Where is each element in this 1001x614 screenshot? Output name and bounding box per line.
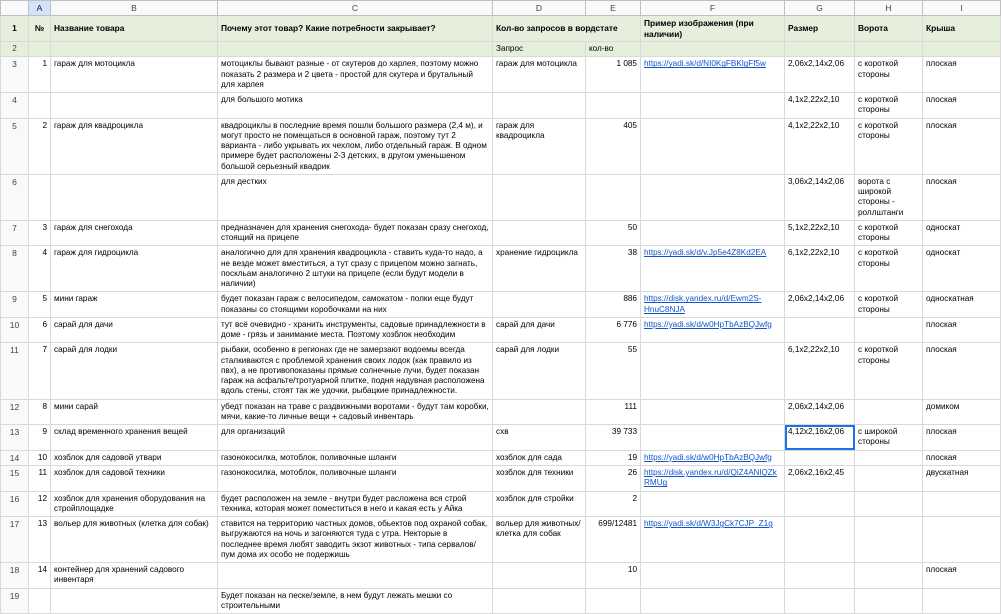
cell-size[interactable]: 2,06х2,14х2,06	[785, 399, 855, 425]
cell-number[interactable]	[29, 588, 51, 614]
image-link[interactable]: https://disk.yandex.ru/d/Ewm2S-HnuC8NJA	[644, 294, 762, 314]
column-header-h[interactable]: H	[855, 1, 923, 16]
cell-query[interactable]	[493, 399, 586, 425]
cell-why-product[interactable]: для большого мотика	[218, 93, 493, 119]
cell-why-product[interactable]: газонокосилка, мотоблок, поливочные шланги	[218, 450, 493, 466]
cell-product-name[interactable]	[51, 174, 218, 220]
row-header-19[interactable]: 19	[1, 588, 29, 614]
cell-number[interactable]: 2	[29, 118, 51, 174]
cell-count[interactable]	[586, 588, 641, 614]
subheader-cell-h[interactable]	[855, 42, 923, 57]
cell-size[interactable]: 6,1х2,22х2,10	[785, 246, 855, 292]
cell-gates[interactable]	[855, 450, 923, 466]
cell-roof[interactable]: односкат	[923, 246, 1001, 292]
cell-product-name[interactable]: хозблок для хранения оборудования на стройплощадке	[51, 491, 218, 517]
cell-gates[interactable]: с короткой стороны	[855, 57, 923, 93]
cell-why-product[interactable]: будет показан гараж с велосипедом, самокатом - полки еще будут показаны со стоящими коробочками на них	[218, 292, 493, 318]
cell-image-link[interactable]	[641, 563, 785, 589]
cell-query[interactable]: хозблок для стройки	[493, 491, 586, 517]
cell-image-link[interactable]	[641, 118, 785, 174]
cell-product-name[interactable]: контейнер для хранений садового инвентаря	[51, 563, 218, 589]
cell-roof[interactable]	[923, 491, 1001, 517]
header-cell-number[interactable]: №	[29, 16, 51, 42]
header-cell-wordstat-count[interactable]: Кол-во запросов в вордстате	[493, 16, 641, 42]
cell-gates[interactable]: с короткой стороны	[855, 292, 923, 318]
cell-gates[interactable]: с короткой стороны	[855, 246, 923, 292]
row-header-17[interactable]: 17	[1, 517, 29, 563]
cell-size[interactable]: 6,1х2,22х2,10	[785, 343, 855, 399]
cell-query[interactable]	[493, 588, 586, 614]
cell-image-link[interactable]	[641, 174, 785, 220]
cell-count[interactable]: 10	[586, 563, 641, 589]
cell-image-link[interactable]	[641, 425, 785, 451]
cell-query[interactable]	[493, 93, 586, 119]
cell-image-link[interactable]	[641, 246, 785, 292]
subheader-cell-a[interactable]	[29, 42, 51, 57]
table-row[interactable]	[1, 343, 1001, 399]
table-row[interactable]	[1, 93, 1001, 119]
cell-number[interactable]: 7	[29, 343, 51, 399]
cell-roof[interactable]: плоская	[923, 317, 1001, 343]
table-row[interactable]	[1, 588, 1001, 614]
cell-product-name[interactable]: склад временного хранения вещей	[51, 425, 218, 451]
cell-image-link[interactable]	[641, 450, 785, 466]
cell-roof[interactable]: односкатная	[923, 292, 1001, 318]
table-row[interactable]	[1, 246, 1001, 292]
row-header-7[interactable]: 7	[1, 220, 29, 246]
subheader-cell-count[interactable]: кол-во	[586, 42, 641, 57]
cell-gates[interactable]	[855, 491, 923, 517]
cell-why-product[interactable]: предназначен для хранения снегохода- будет показан сразу снегоход, стоящий на прицепе	[218, 220, 493, 246]
cell-query[interactable]: сарай для дачи	[493, 317, 586, 343]
table-row[interactable]	[1, 57, 1001, 93]
cell-image-link[interactable]	[641, 343, 785, 399]
image-link[interactable]: https://yadi.sk/d/w0HpTbAzBQJwfg	[644, 452, 772, 462]
column-header-b[interactable]: B	[51, 1, 218, 16]
cell-count[interactable]: 39 733	[586, 425, 641, 451]
cell-gates[interactable]	[855, 399, 923, 425]
subheader-cell-query[interactable]: Запрос	[493, 42, 586, 57]
cell-roof[interactable]: плоская	[923, 57, 1001, 93]
cell-size[interactable]	[785, 517, 855, 563]
cell-product-name[interactable]: хозблок для садовой техники	[51, 466, 218, 492]
cell-query[interactable]	[493, 220, 586, 246]
cell-size[interactable]	[785, 450, 855, 466]
cell-image-link[interactable]	[641, 57, 785, 93]
row-header-10[interactable]: 10	[1, 317, 29, 343]
cell-count[interactable]: 405	[586, 118, 641, 174]
cell-query[interactable]: гараж для квадроцикла	[493, 118, 586, 174]
column-header-c[interactable]: C	[218, 1, 493, 16]
cell-roof[interactable]	[923, 588, 1001, 614]
image-link[interactable]: https://yadi.sk/d/W3JgCk7CJP_Z1g	[644, 519, 773, 529]
cell-number[interactable]: 10	[29, 450, 51, 466]
row-header-2[interactable]: 2	[1, 42, 29, 57]
table-row[interactable]	[1, 466, 1001, 492]
cell-why-product[interactable]: мотоциклы бывают разные - от скутеров до харлея, поэтому можно показать 2 размера и 2 цвета - простой для скутера и брутальный для харлея	[218, 57, 493, 93]
cell-size[interactable]: 4,1х2,22х2,10	[785, 118, 855, 174]
header-cell-image-example[interactable]: Пример изображения (при наличии)	[641, 16, 785, 42]
cell-image-link[interactable]	[641, 93, 785, 119]
cell-image-link[interactable]	[641, 292, 785, 318]
cell-number[interactable]: 3	[29, 220, 51, 246]
row-header-1[interactable]: 1	[1, 16, 29, 42]
cell-count[interactable]: 26	[586, 466, 641, 492]
row-header-14[interactable]: 14	[1, 450, 29, 466]
table-row[interactable]	[1, 399, 1001, 425]
cell-query[interactable]: схв	[493, 425, 586, 451]
subheader-cell-g[interactable]	[785, 42, 855, 57]
image-link[interactable]: https://disk.yandex.ru/d/QiZ4ANlQZkRMUg	[644, 468, 777, 488]
cell-count[interactable]	[586, 93, 641, 119]
cell-gates[interactable]: с короткой стороны	[855, 118, 923, 174]
header-cell-gates[interactable]: Ворота	[855, 16, 923, 42]
image-link[interactable]: https://yadi.sk/d/NI0KgFBKlgFf5w	[644, 59, 766, 69]
cell-image-link[interactable]	[641, 588, 785, 614]
row-header-5[interactable]: 5	[1, 118, 29, 174]
header-cell-product-name[interactable]: Название товара	[51, 16, 218, 42]
grid-corner[interactable]	[1, 1, 29, 16]
header-cell-size[interactable]: Размер	[785, 16, 855, 42]
table-row[interactable]	[1, 450, 1001, 466]
cell-roof[interactable]: плоская	[923, 343, 1001, 399]
cell-size[interactable]: 3,06х2,14х2,06	[785, 174, 855, 220]
cell-why-product[interactable]: тут всё очевидно - хранить инструменты, садовые принадлежности в доме - грязь и занимание места. Поэтому хозблок необходим	[218, 317, 493, 343]
image-link[interactable]: https://yadi.sk/d/v.Jp5e4Z8Kd2EA	[644, 248, 767, 258]
cell-gates[interactable]	[855, 588, 923, 614]
cell-query[interactable]: хозблок для техники	[493, 466, 586, 492]
cell-image-link[interactable]	[641, 317, 785, 343]
cell-gates[interactable]	[855, 563, 923, 589]
cell-count[interactable]: 1 085	[586, 57, 641, 93]
cell-product-name[interactable]: сарай для дачи	[51, 317, 218, 343]
cell-why-product[interactable]: рыбаки, особенно в регионах где не замерзают водоемы всегда сталкиваются с проблемой хранения своих лодок (как правило из пвх), а не противопоказаны прямые солнечные лучи, будет показан гараж на асфальте/тротуарной плитке, подня надувная расположена вдоль стены, стоят так же удочки, рыбацкие принадлежности.	[218, 343, 493, 399]
table-row[interactable]	[1, 292, 1001, 318]
cell-product-name[interactable]: гараж для мотоцикла	[51, 57, 218, 93]
cell-roof[interactable]: плоская	[923, 425, 1001, 451]
header-cell-why-product[interactable]: Почему этот товар? Какие потребности закрывает?	[218, 16, 493, 42]
cell-size[interactable]	[785, 588, 855, 614]
cell-product-name[interactable]: вольер для животных (клетка для собак)	[51, 517, 218, 563]
cell-why-product[interactable]: будет расположен на земле - внутри будет расложена вся строй техника, которая может поместиться в него и какая есть у Айка	[218, 491, 493, 517]
column-header-row[interactable]	[1, 1, 1001, 16]
cell-count[interactable]: 6 776	[586, 317, 641, 343]
cell-size[interactable]: 4,1х2,22х2,10	[785, 93, 855, 119]
row-header-9[interactable]: 9	[1, 292, 29, 318]
cell-roof[interactable]: плоская	[923, 118, 1001, 174]
cell-roof[interactable]: домиком	[923, 399, 1001, 425]
row-header-4[interactable]: 4	[1, 93, 29, 119]
cell-product-name[interactable]	[51, 93, 218, 119]
cell-gates[interactable]: с короткой стороны	[855, 220, 923, 246]
row-header-11[interactable]: 11	[1, 343, 29, 399]
cell-gates[interactable]	[855, 517, 923, 563]
table-subheader-row	[1, 42, 1001, 57]
column-header-e[interactable]: E	[586, 1, 641, 16]
cell-product-name[interactable]: мини гараж	[51, 292, 218, 318]
cell-count[interactable]: 38	[586, 246, 641, 292]
cell-number[interactable]: 5	[29, 292, 51, 318]
cell-roof[interactable]: плоская	[923, 93, 1001, 119]
row-header-15[interactable]: 15	[1, 466, 29, 492]
column-header-f[interactable]: F	[641, 1, 785, 16]
cell-count[interactable]: 19	[586, 450, 641, 466]
cell-size-selected[interactable]: 4,12х2,16х2,06	[785, 425, 855, 451]
cell-product-name[interactable]	[51, 588, 218, 614]
cell-size[interactable]	[785, 317, 855, 343]
cell-why-product[interactable]: для дестких	[218, 174, 493, 220]
cell-roof[interactable]: плоская	[923, 450, 1001, 466]
cell-size[interactable]: 5,1х2,22х2,10	[785, 220, 855, 246]
cell-query[interactable]	[493, 174, 586, 220]
row-header-13[interactable]: 13	[1, 425, 29, 451]
cell-query[interactable]: гараж для мотоцикла	[493, 57, 586, 93]
row-header-8[interactable]: 8	[1, 246, 29, 292]
cell-image-link[interactable]	[641, 491, 785, 517]
subheader-cell-f[interactable]	[641, 42, 785, 57]
column-header-d[interactable]: D	[493, 1, 586, 16]
cell-count[interactable]: 55	[586, 343, 641, 399]
cell-number[interactable]: 11	[29, 466, 51, 492]
cell-number[interactable]	[29, 174, 51, 220]
cell-number[interactable]: 14	[29, 563, 51, 589]
table-row[interactable]	[1, 491, 1001, 517]
cell-number[interactable]: 6	[29, 317, 51, 343]
cell-image-link[interactable]	[641, 517, 785, 563]
cell-gates[interactable]	[855, 466, 923, 492]
column-header-a[interactable]: A	[29, 1, 51, 16]
cell-size[interactable]	[785, 491, 855, 517]
cell-count[interactable]	[586, 174, 641, 220]
cell-count[interactable]: 2	[586, 491, 641, 517]
cell-why-product[interactable]: для организаций	[218, 425, 493, 451]
table-row[interactable]	[1, 563, 1001, 589]
column-header-i[interactable]: I	[923, 1, 1001, 16]
cell-number[interactable]: 9	[29, 425, 51, 451]
cell-count[interactable]: 699/12481	[586, 517, 641, 563]
cell-number[interactable]: 1	[29, 57, 51, 93]
cell-count[interactable]: 111	[586, 399, 641, 425]
cell-product-name[interactable]: хозблок для садовой утвари	[51, 450, 218, 466]
cell-product-name[interactable]: мини сарай	[51, 399, 218, 425]
cell-why-product[interactable]: газонокосилка, мотоблок, поливочные шланги	[218, 466, 493, 492]
column-header-g[interactable]: G	[785, 1, 855, 16]
row-header-12[interactable]: 12	[1, 399, 29, 425]
cell-query[interactable]: вольер для животных/ клетка для собак	[493, 517, 586, 563]
cell-product-name[interactable]: гараж для квадроцикла	[51, 118, 218, 174]
cell-size[interactable]: 2,06х2,14х2,06	[785, 57, 855, 93]
cell-query[interactable]: сарай для лодки	[493, 343, 586, 399]
cell-number[interactable]: 4	[29, 246, 51, 292]
cell-product-name[interactable]: сарай для лодки	[51, 343, 218, 399]
table-row[interactable]	[1, 220, 1001, 246]
cell-image-link[interactable]	[641, 466, 785, 492]
cell-query[interactable]	[493, 292, 586, 318]
cell-roof[interactable]: плоская	[923, 563, 1001, 589]
cell-why-product[interactable]: Будет показан на песке/земле, в нем будут лежать мешки со строительными	[218, 588, 493, 614]
subheader-cell-c[interactable]	[218, 42, 493, 57]
cell-roof[interactable]	[923, 517, 1001, 563]
cell-number[interactable]: 13	[29, 517, 51, 563]
cell-why-product[interactable]: аналогично для для хранения квадроцикла - ставить куда-то надо, а не везде может вместиться, а тут сразу с прицепом можно загнать, поскльам аналогично 2 штуки на прицепе (если будут модели в наличии)	[218, 246, 493, 292]
cell-query[interactable]: хозблок для сада	[493, 450, 586, 466]
table-row[interactable]	[1, 425, 1001, 451]
cell-number[interactable]	[29, 93, 51, 119]
cell-why-product[interactable]: квадроциклы в последние время пошли большого размера (2,4 м), и могут просто не помещаться в основной гараж, поэтому тут 2 варианта - либо укрывать их чехлом, либо отдельный гараж. В одном примере будет расположены 2-3 детских, в другом уменьшеном большой серьезный квадрик	[218, 118, 493, 174]
cell-query[interactable]: хранение гидроцикла	[493, 246, 586, 292]
cell-gates[interactable]: с короткой стороны	[855, 343, 923, 399]
cell-why-product[interactable]: ставится на территорию частных домов, обьектов под охраной собак, выгружаются на ночь и загоняются туда с утра. Некторые в последнее время любят заводить экзот животных - типа сервалов/пум дома их особо не подержишь	[218, 517, 493, 563]
header-cell-roof[interactable]: Крыша	[923, 16, 1001, 42]
row-header-16[interactable]: 16	[1, 491, 29, 517]
cell-roof[interactable]: плоская	[923, 174, 1001, 220]
cell-gates[interactable]	[855, 317, 923, 343]
cell-size[interactable]: 2,06х2,14х2,06	[785, 292, 855, 318]
cell-size[interactable]: 2,06х2,16х2,45	[785, 466, 855, 492]
cell-gates[interactable]: с широкой стороны	[855, 425, 923, 451]
cell-gates[interactable]: ворота с широкой стороны - роллштанги	[855, 174, 923, 220]
cell-size[interactable]	[785, 563, 855, 589]
cell-query[interactable]	[493, 563, 586, 589]
row-header-6[interactable]: 6	[1, 174, 29, 220]
subheader-cell-i[interactable]	[923, 42, 1001, 57]
cell-image-link[interactable]	[641, 399, 785, 425]
table-header-row	[1, 16, 1001, 42]
subheader-cell-b[interactable]	[51, 42, 218, 57]
cell-gates[interactable]: с короткой стороны	[855, 93, 923, 119]
cell-number[interactable]: 12	[29, 491, 51, 517]
cell-count[interactable]: 50	[586, 220, 641, 246]
table-row[interactable]	[1, 317, 1001, 343]
row-header-3[interactable]: 3	[1, 57, 29, 93]
cell-why-product[interactable]: убедт показан на траве с раздвижными воротами - будут там коробки, мячи, какие-то личные вещи + садовый инвентарь	[218, 399, 493, 425]
table-row[interactable]	[1, 174, 1001, 220]
cell-product-name[interactable]: гараж для гидроцикла	[51, 246, 218, 292]
image-link[interactable]: https://yadi.sk/d/w0HpTbAzBQJwfg	[644, 319, 772, 329]
cell-why-product[interactable]	[218, 563, 493, 589]
cell-roof[interactable]: двускатная	[923, 466, 1001, 492]
table-row[interactable]	[1, 517, 1001, 563]
table-row[interactable]	[1, 118, 1001, 174]
cell-number[interactable]: 8	[29, 399, 51, 425]
cell-count[interactable]: 886	[586, 292, 641, 318]
row-header-18[interactable]: 18	[1, 563, 29, 589]
cell-product-name[interactable]: гараж для снегохода	[51, 220, 218, 246]
cell-image-link[interactable]	[641, 220, 785, 246]
cell-roof[interactable]: односкат	[923, 220, 1001, 246]
